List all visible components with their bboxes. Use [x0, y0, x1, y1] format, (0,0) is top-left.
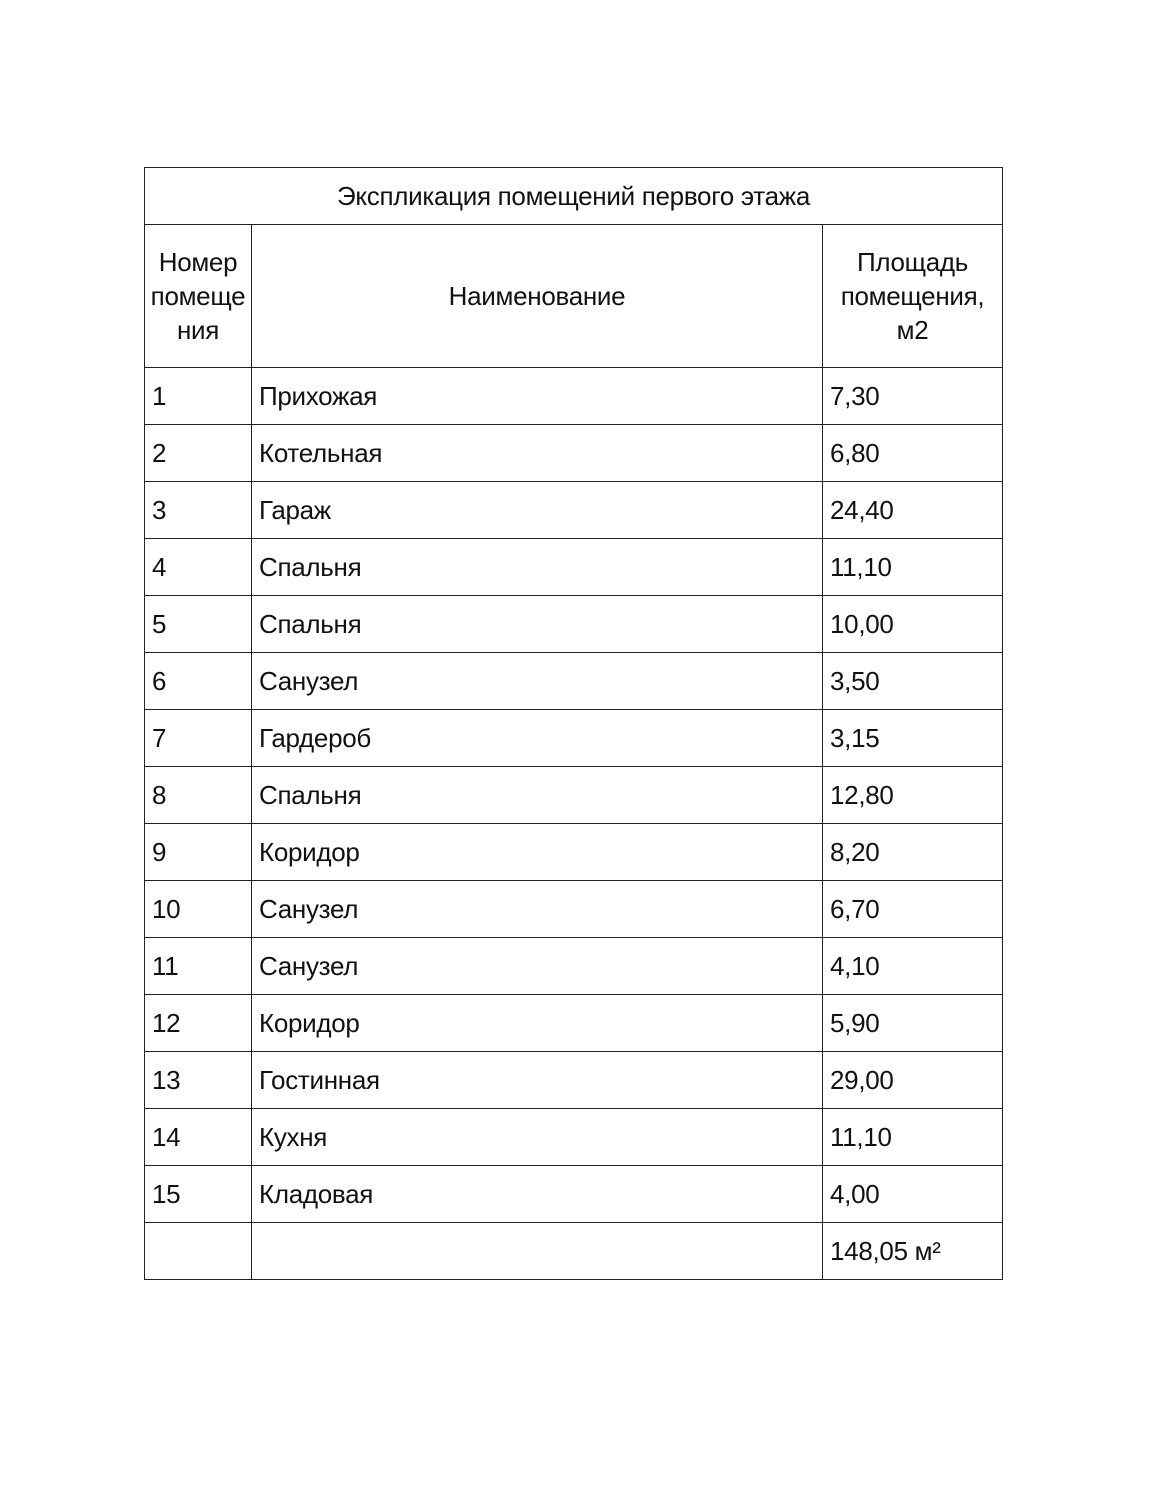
- table-row: [145, 596, 1003, 653]
- total-area-cell: 148,05 м²: [823, 1223, 1003, 1280]
- table-row: [145, 824, 1003, 881]
- room-name-cell: Санузел: [252, 653, 823, 710]
- header-number-line: помеще: [150, 281, 246, 311]
- room-area-cell: 10,00: [823, 596, 1003, 653]
- explication-table: [144, 167, 1003, 1280]
- room-area-cell: 24,40: [823, 482, 1003, 539]
- table-row: [145, 881, 1003, 938]
- room-area-cell: 3,50: [823, 653, 1003, 710]
- room-area-cell: 11,10: [823, 1109, 1003, 1166]
- table-row: [145, 710, 1003, 767]
- room-name-cell: Гостинная: [252, 1052, 823, 1109]
- table-row: [145, 539, 1003, 596]
- table-row: [145, 1109, 1003, 1166]
- table-title: Экспликация помещений первого этажа: [145, 168, 1003, 225]
- table-header-row: [145, 225, 1003, 368]
- room-number-cell: 6: [145, 653, 252, 710]
- room-name-cell: Гараж: [252, 482, 823, 539]
- room-number-cell: 10: [145, 881, 252, 938]
- room-number-cell: 7: [145, 710, 252, 767]
- room-area-cell: 7,30: [823, 368, 1003, 425]
- room-number-cell: 4: [145, 539, 252, 596]
- room-name-cell: Спальня: [252, 596, 823, 653]
- header-area: [823, 225, 1003, 368]
- room-number-cell: 3: [145, 482, 252, 539]
- room-area-cell: 5,90: [823, 995, 1003, 1052]
- room-name-cell: Коридор: [252, 824, 823, 881]
- total-num-cell: [145, 1223, 252, 1280]
- room-name-cell: Санузел: [252, 881, 823, 938]
- room-number-cell: 1: [145, 368, 252, 425]
- room-number-cell: 8: [145, 767, 252, 824]
- room-name-cell: Кухня: [252, 1109, 823, 1166]
- room-number-cell: 15: [145, 1166, 252, 1223]
- table-row: [145, 653, 1003, 710]
- room-area-cell: 12,80: [823, 767, 1003, 824]
- header-area-line: Площадь: [856, 247, 969, 277]
- room-name-cell: Спальня: [252, 539, 823, 596]
- room-area-cell: 3,15: [823, 710, 1003, 767]
- room-area-cell: 4,10: [823, 938, 1003, 995]
- room-area-cell: 6,80: [823, 425, 1003, 482]
- room-number-cell: 2: [145, 425, 252, 482]
- room-name-cell: Котельная: [252, 425, 823, 482]
- room-name-cell: Коридор: [252, 995, 823, 1052]
- room-name-cell: Спальня: [252, 767, 823, 824]
- header-number-line: ния: [176, 315, 220, 345]
- room-number-cell: 5: [145, 596, 252, 653]
- explication-sheet: [144, 167, 1002, 1280]
- room-number-cell: 14: [145, 1109, 252, 1166]
- room-name-cell: Санузел: [252, 938, 823, 995]
- room-area-cell: 11,10: [823, 539, 1003, 596]
- header-name: Наименование: [252, 225, 823, 368]
- table-row: [145, 425, 1003, 482]
- room-area-cell: 6,70: [823, 881, 1003, 938]
- header-area-line: м2: [896, 315, 929, 345]
- room-area-cell: 29,00: [823, 1052, 1003, 1109]
- room-area-cell: 8,20: [823, 824, 1003, 881]
- table-row: [145, 938, 1003, 995]
- room-name-cell: Кладовая: [252, 1166, 823, 1223]
- room-number-cell: 12: [145, 995, 252, 1052]
- table-row: [145, 995, 1003, 1052]
- room-number-cell: 13: [145, 1052, 252, 1109]
- header-number-line: Номер: [158, 247, 238, 277]
- table-row: [145, 482, 1003, 539]
- header-area-line: помещения,: [840, 281, 985, 311]
- total-name-cell: [252, 1223, 823, 1280]
- table-row: [145, 1052, 1003, 1109]
- room-area-cell: 4,00: [823, 1166, 1003, 1223]
- room-number-cell: 11: [145, 938, 252, 995]
- table-row: [145, 767, 1003, 824]
- room-name-cell: Прихожая: [252, 368, 823, 425]
- room-number-cell: 9: [145, 824, 252, 881]
- table-row: [145, 368, 1003, 425]
- room-name-cell: Гардероб: [252, 710, 823, 767]
- table-row: [145, 1166, 1003, 1223]
- table-total-row: [145, 1223, 1003, 1280]
- table-title-row: [145, 168, 1003, 225]
- header-number: [145, 225, 252, 368]
